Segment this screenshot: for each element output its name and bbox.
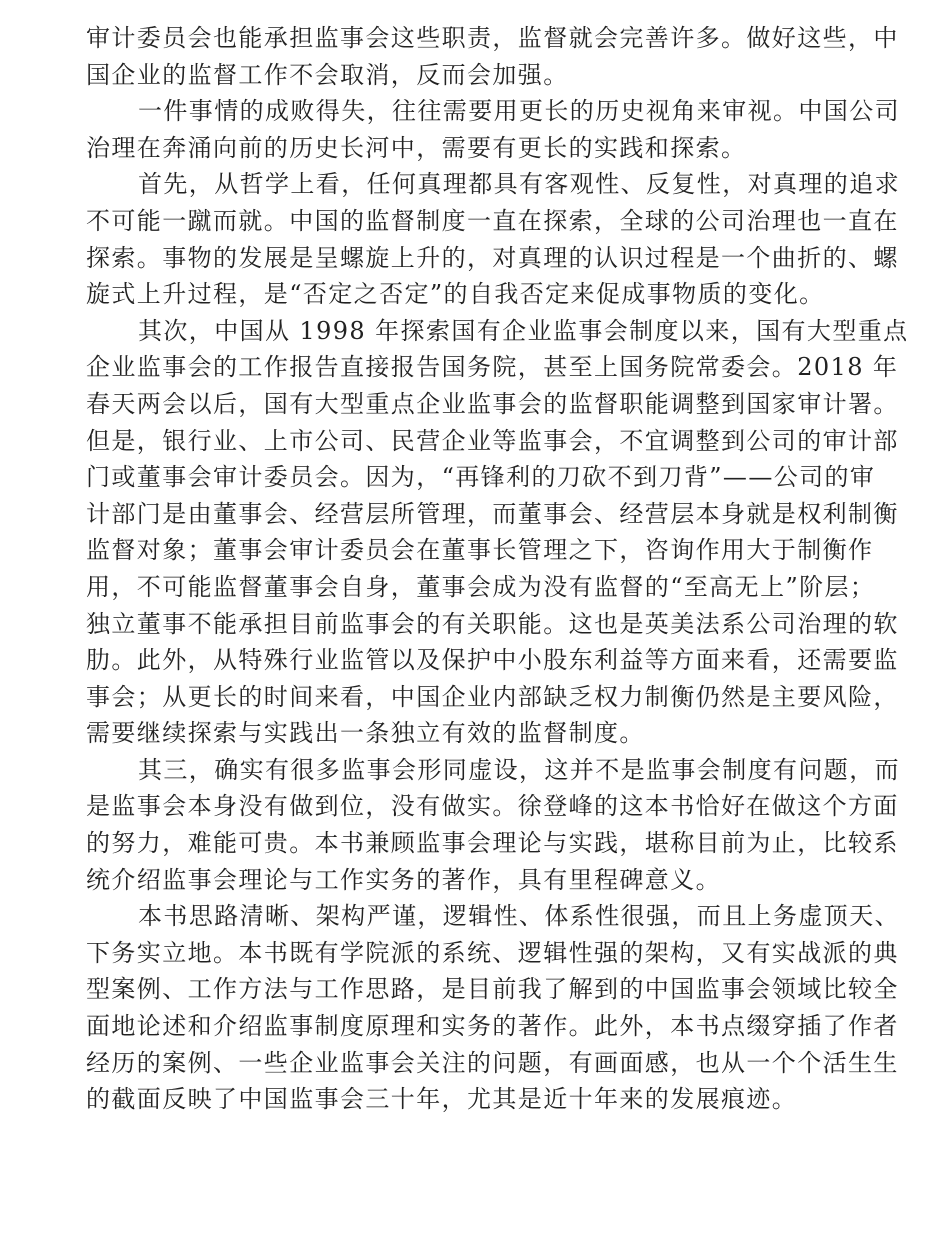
text-line: 审计委员会也能承担监事会这些职责，监督就会完善许多。做好这些，中: [86, 24, 899, 52]
text-line: 肋。此外，从特殊行业监管以及保护中小股东利益等方面来看，还需要监: [86, 646, 899, 675]
text-line: 不可能一蹴而就。中国的监督制度一直在探索，全球的公司治理也一直在: [86, 206, 899, 235]
paragraph-3: [86, 166, 900, 312]
paragraph-4: [86, 313, 909, 752]
text-line: 独立董事不能承担目前监事会的有关职能。这也是英美法系公司治理的软: [86, 609, 899, 638]
text-line: 探索。事物的发展是呈螺旋上升的，对真理的认识过程是一个曲折的、螺: [86, 243, 899, 272]
text-line: 统介绍监事会理论与工作实务的著作，具有里程碑意义。: [86, 865, 721, 894]
text-line: 本书思路清晰、架构严谨，逻辑性、体系性很强，而且上务虚顶天、: [138, 902, 900, 931]
paragraph-1: [86, 20, 899, 93]
text-line: 治理在奔涌向前的历史长河中，需要有更长的实践和探索。: [86, 133, 747, 162]
text-line: 其次，中国从 1998 年探索国有企业监事会制度以来，国有大型重点: [138, 316, 909, 345]
text-line: 首先，从哲学上看，任何真理都具有客观性、反复性，对真理的追求: [138, 170, 900, 199]
text-line: 事会；从更长的时间来看，中国企业内部缺乏权力制衡仍然是主要风险，: [86, 682, 899, 711]
text-line: 企业监事会的工作报告直接报告国务院，甚至上国务院常委会。2018 年: [86, 353, 899, 382]
paragraph-6: [86, 898, 900, 1118]
text-line: 下务实立地。本书既有学院派的系统、逻辑性强的架构，又有实战派的典: [86, 938, 899, 967]
text-line: 经历的案例、一些企业监事会关注的问题，有画面感，也从一个个活生生: [86, 1048, 899, 1077]
text-line: 门或董事会审计委员会。因为，“再锋利的刀砍不到刀背”——公司的审: [86, 463, 876, 492]
text-line: 计部门是由董事会、经营层所管理，而董事会、经营层本身就是权利制衡: [86, 499, 899, 528]
text-line: 国企业的监督工作不会取消，反而会加强。: [86, 60, 569, 89]
paragraph-2: [86, 93, 900, 166]
text-line: 的截面反映了中国监事会三十年，尤其是近十年来的发展痕迹。: [86, 1085, 798, 1114]
text-line: 用，不可能监督董事会自身，董事会成为没有监督的“至高无上”阶层；: [86, 572, 876, 601]
text-line: 型案例、工作方法与工作思路，是目前我了解到的中国监事会领域比较全: [86, 975, 899, 1004]
text-line: 旋式上升过程，是“否定之否定”的自我否定来促成事物质的变化。: [86, 280, 825, 309]
text-line: 其三，确实有很多监事会形同虚设，这并不是监事会制度有问题，而: [138, 755, 900, 784]
text-line: 的努力，难能可贵。本书兼顾监事会理论与实践，堪称目前为止，比较系: [86, 829, 899, 858]
text-line: 但是，银行业、上市公司、民营企业等监事会，不宜调整到公司的审计部: [86, 426, 899, 455]
text-line: 是监事会本身没有做到位，没有做实。徐登峰的这本书恰好在做这个方面: [86, 792, 899, 821]
text-line: 面地论述和介绍监事制度原理和实务的著作。此外，本书点缀穿插了作者: [86, 1012, 899, 1041]
text-line: 需要继续探索与实践出一条独立有效的监督制度。: [86, 719, 645, 748]
text-line: 监督对象；董事会审计委员会在董事长管理之下，咨询作用大于制衡作: [86, 536, 874, 565]
text-line: 一件事情的成败得失，往往需要用更长的历史视角来审视。中国公司: [138, 97, 900, 126]
text-line: 春天两会以后，国有大型重点企业监事会的监督职能调整到国家审计署。: [86, 389, 899, 418]
paragraph-5: [86, 752, 900, 898]
